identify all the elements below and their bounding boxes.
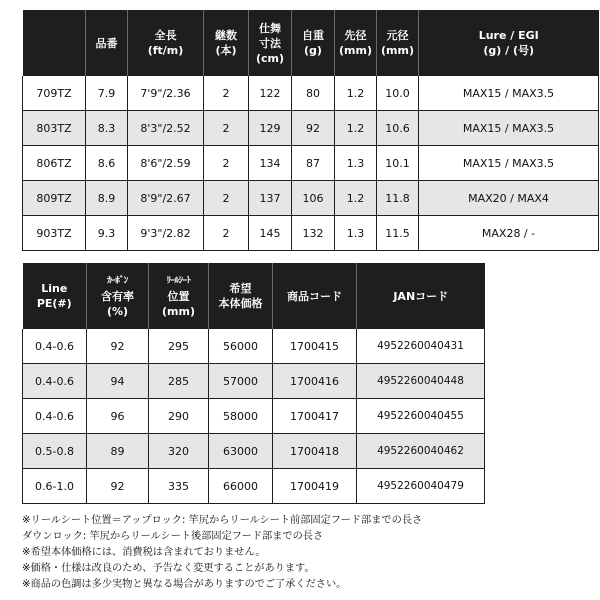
note-spec-change: ※価格・仕様は改良のため、予告なく変更することがあります。 [22,563,315,574]
header-reel-seat [149,263,209,329]
table-cell: 8'6"/2.59 [128,146,204,181]
table-cell: 709TZ [23,76,86,111]
table-cell: 2 [204,181,249,216]
table-cell: 1700417 [273,399,357,434]
table-cell: 92 [87,469,149,504]
table-cell: 96 [87,399,149,434]
header-price-l2: 本体価格 [218,297,263,310]
table-cell: MAX15 / MAX3.5 [419,76,599,111]
table-cell: 132 [292,216,335,251]
table-cell: 2 [204,111,249,146]
table-cell: 4952260040455 [357,399,485,434]
header-weight-l1: 自重 [302,29,324,42]
table-cell: 1700419 [273,469,357,504]
table-cell: 1700416 [273,364,357,399]
table-row [23,216,599,251]
table-cell: 806TZ [23,146,86,181]
table-row [23,399,485,434]
table-cell: 4952260040431 [357,329,485,364]
table-cell: 11.8 [377,181,419,216]
table-cell: MAX28 / - [419,216,599,251]
header-weight [292,10,335,76]
header-seat-l1: ﾘｰﾙｼｰﾄ [166,275,191,286]
spec-table-body [23,76,599,251]
header-tip-l2: (mm) [339,44,372,57]
header-weight-l2: (g) [304,44,322,57]
header-seat-l3: (mm) [162,304,195,318]
table-row [23,434,485,469]
note-tax: ※希望本体価格には、消費税は含まれておりません。 [22,547,266,558]
table-cell: 4952260040448 [357,364,485,399]
note-reel-seat-downlock: ダウンロック: 竿尻からリールシート後部固定フード部までの長さ [22,531,324,542]
table-cell: 0.5-0.8 [23,434,87,469]
table-cell: 129 [249,111,292,146]
table-cell: 8'3"/2.52 [128,111,204,146]
header-line-l2: PE(#) [36,297,72,310]
notes [22,513,598,593]
table-cell: 803TZ [23,111,86,146]
table-cell: 11.5 [377,216,419,251]
table-cell: 2 [204,146,249,181]
table-cell: 1.2 [335,181,377,216]
table-cell: 1700418 [273,434,357,469]
table-row [23,181,599,216]
table-cell: 106 [292,181,335,216]
header-tip-diameter [335,10,377,76]
table-cell: 1.2 [335,76,377,111]
spec-table-header [23,10,599,76]
table-cell: 94 [87,364,149,399]
header-jan-code: JANコード [357,263,485,329]
table-cell: MAX20 / MAX4 [419,181,599,216]
header-carbon-l2: 含有率 [101,289,134,303]
note-color: ※商品の色調は多少実物と異なる場合がありますのでご了承ください。 [22,579,347,590]
header-carbon [87,263,149,329]
header-lure-l1: Lure / EGI [478,29,539,42]
table-cell: 809TZ [23,181,86,216]
table-cell: 10.0 [377,76,419,111]
table-cell: 10.6 [377,111,419,146]
header-closed-l2: 寸法 [259,36,281,50]
header-carbon-l3: (%) [106,304,129,318]
price-table-body [23,329,485,504]
header-tip-l1: 先径 [344,29,367,42]
table-cell: 1.3 [335,216,377,251]
table-cell: 1700415 [273,329,357,364]
table-cell: 8'9"/2.67 [128,181,204,216]
table-cell: 92 [292,111,335,146]
table-cell: 122 [249,76,292,111]
table-cell: 290 [149,399,209,434]
table-row [23,364,485,399]
table-cell: 2 [204,76,249,111]
table-cell: 66000 [209,469,273,504]
table-cell: 9'3"/2.82 [128,216,204,251]
header-base-l2: (mm) [381,44,414,57]
table-cell: 145 [249,216,292,251]
header-line-l1: Line [41,282,68,295]
header-lure-l2: (g) / (号) [483,44,535,57]
table-cell: 0.4-0.6 [23,329,87,364]
table-row [23,111,599,146]
table-cell: 10.1 [377,146,419,181]
table-cell: 9.3 [86,216,128,251]
spec-table [22,10,599,251]
header-pieces-l1: 継数 [215,29,237,42]
header-carbon-l1: ｶｰﾎﾞﾝ [107,275,128,286]
header-length [128,10,204,76]
table-cell: 1.3 [335,146,377,181]
header-closed-l1: 仕舞 [259,21,281,35]
header-closed-l3: (cm) [255,51,285,65]
header-base-l1: 元径 [386,29,409,42]
table-row [23,76,599,111]
table-cell: 8.3 [86,111,128,146]
table-cell: 0.4-0.6 [23,399,87,434]
header-base-diameter [377,10,419,76]
table-cell: MAX15 / MAX3.5 [419,111,599,146]
table-cell: MAX15 / MAX3.5 [419,146,599,181]
header-price [209,263,273,329]
table-cell: 7'9"/2.36 [128,76,204,111]
header-length-l1: 全長 [154,29,177,42]
table-cell: 56000 [209,329,273,364]
note-reel-seat-uplock: ※リールシート位置＝アップロック: 竿尻からリールシート前部固定フード部までの長さ [22,515,423,526]
header-line [23,263,87,329]
header-closed-length [249,10,292,76]
table-cell: 903TZ [23,216,86,251]
header-price-l1: 希望 [229,282,252,295]
table-cell: 2 [204,216,249,251]
table-cell: 4952260040462 [357,434,485,469]
table-cell: 320 [149,434,209,469]
table-cell: 285 [149,364,209,399]
table-cell: 0.6-1.0 [23,469,87,504]
table-cell: 58000 [209,399,273,434]
table-cell: 57000 [209,364,273,399]
price-table-header [23,263,485,329]
table-cell: 80 [292,76,335,111]
table-cell: 335 [149,469,209,504]
header-lure-egi [419,10,599,76]
table-row [23,329,485,364]
table-cell: 8.6 [86,146,128,181]
table-cell: 4952260040479 [357,469,485,504]
header-product-code: 商品コード [273,263,357,329]
table-cell: 89 [87,434,149,469]
header-pieces [204,10,249,76]
table-cell: 63000 [209,434,273,469]
header-length-l2: (ft/m) [147,44,184,57]
price-table [22,263,485,504]
header-pieces-l2: (本) [215,44,237,57]
table-cell: 7.9 [86,76,128,111]
header-seat-l2: 位置 [167,289,190,303]
header-hinban: 品番 [86,10,128,76]
table-cell: 295 [149,329,209,364]
table-cell: 87 [292,146,335,181]
table-row [23,469,485,504]
table-cell: 137 [249,181,292,216]
table-cell: 8.9 [86,181,128,216]
table-row [23,146,599,181]
header-model [23,10,86,76]
table-cell: 92 [87,329,149,364]
table-cell: 1.2 [335,111,377,146]
table-cell: 0.4-0.6 [23,364,87,399]
table-cell: 134 [249,146,292,181]
